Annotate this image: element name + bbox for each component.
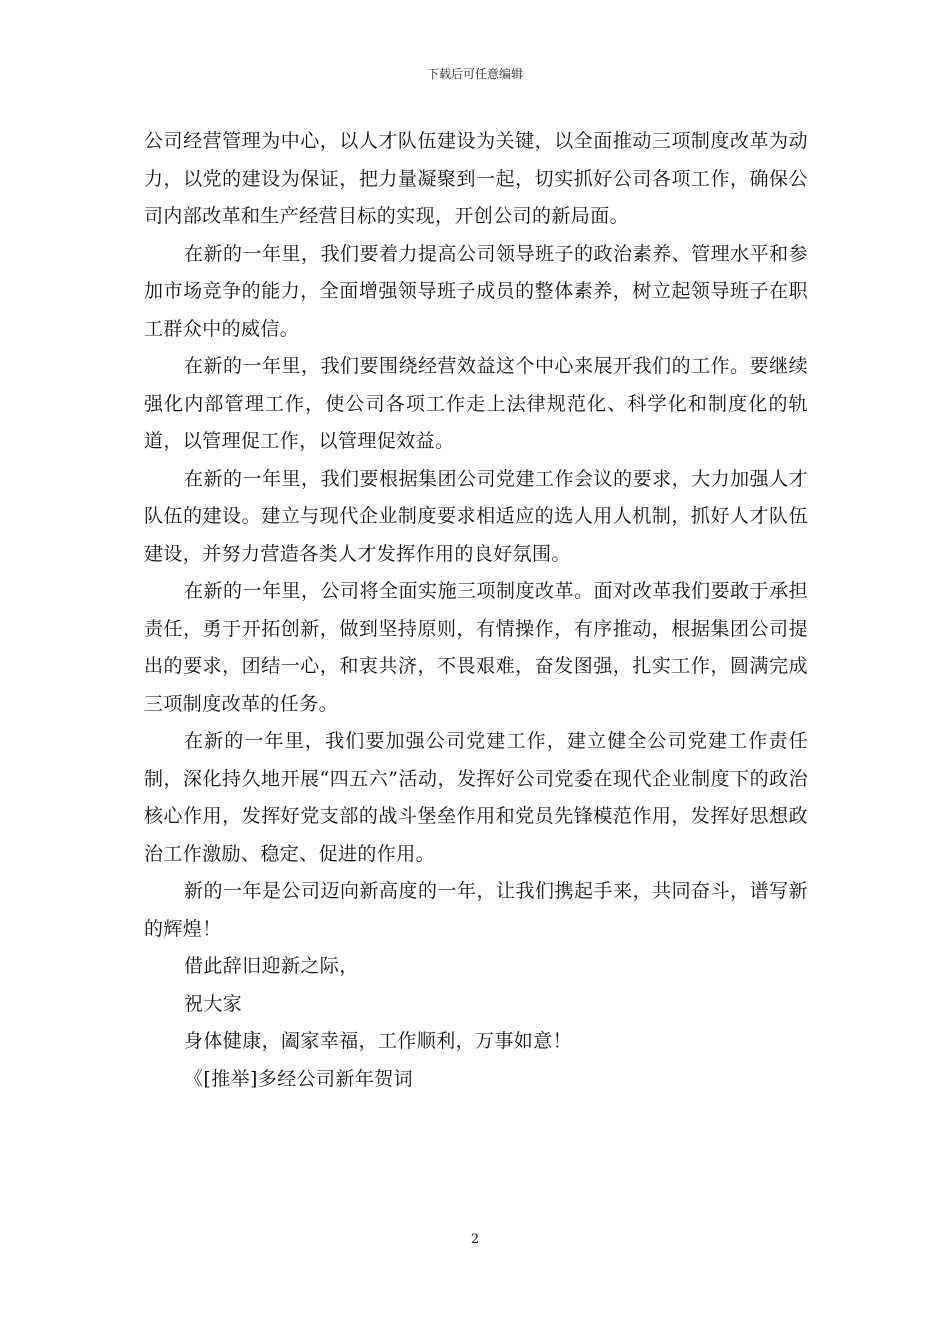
body-paragraph: 在新的一年里，我们要加强公司党建工作，建立健全公司党建工作责任制，深化持久地开展“四五六”活动，发挥好公司党委在现代企业制度下的政治核心作用，发挥好党支部的战斗堡垒作用和党员先锋模范作用，发挥好思想政治工作激励、稳定、促进的作用。 [144,730,808,865]
body-paragraph: 在新的一年里，公司将全面实施三项制度改革。面对改革我们要敢于承担责任，勇于开拓创新，做到坚持原则，有情操作，有序推动，根据集团公司提出的要求，团结一心，和衷共济，不畏艰难，奋发图强，扎实工作，圆满完成三项制度改革的任务。 [144,580,808,715]
page-number: 2 [470,1232,480,1247]
closing-line: 身体健康，阖家幸福，工作顺利，万事如意！ [184,1030,573,1052]
body-paragraph: 在新的一年里，我们要围绕经营效益这个中心来展开我们的工作。要继续强化内部管理工作，使公司各项工作走上法律规范化、科学化和制度化的轨道，以管理促工作，以管理促效益。 [144,355,808,452]
body-paragraph: 在新的一年里，我们要根据集团公司党建工作会议的要求，大力加强人才队伍的建设。建立与现代企业制度要求相适应的选人用人机制，抓好人才队伍建设，并努力营造各类人才发挥作用的良好氛围。 [144,467,808,565]
page-header: 下载后可任意编辑 [426,67,523,81]
document-title-reference: 《[推举]多经公司新年贺词 [184,1067,414,1090]
closing-line: 借此辞旧迎新之际， [184,955,359,977]
body-paragraph: 公司经营管理为中心，以人才队伍建设为关键，以全面推动三项制度改革为动力，以党的建设为保证，把力量凝聚到一起，切实抓好公司各项工作，确保公司内部改革和生产经营目标的实现，开创公司的新局面。 [144,130,808,227]
closing-line: 祝大家 [184,992,243,1015]
body-paragraph: 在新的一年里，我们要着力提高公司领导班子的政治素养、管理水平和参加市场竞争的能力，全面增强领导班子成员的整体素养，树立起领导班子在职工群众中的威信。 [144,242,808,340]
body-paragraph: 新的一年是公司迈向新高度的一年，让我们携起手来，共同奋斗，谱写新的辉煌！ [144,880,808,940]
document-body [144,123,808,1098]
